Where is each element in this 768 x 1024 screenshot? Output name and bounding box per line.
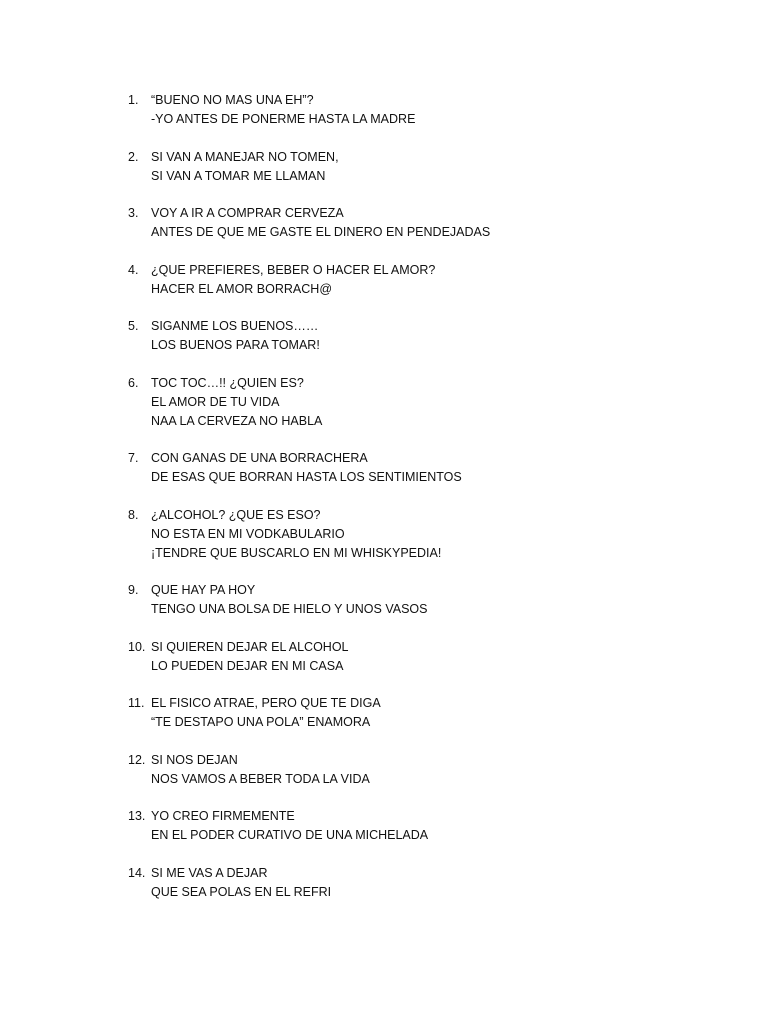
- item-line: SI VAN A TOMAR ME LLAMAN: [151, 168, 326, 183]
- list-item: [128, 317, 728, 355]
- item-line: DE ESAS QUE BORRAN HASTA LOS SENTIMIENTOS: [151, 470, 462, 484]
- item-number: 12.: [128, 752, 146, 767]
- item-text: [151, 91, 728, 129]
- item-line: EL AMOR DE TU VIDA: [151, 394, 280, 409]
- item-line: ¡TENDRE QUE BUSCARLO EN MI WHISKYPEDIA!: [151, 545, 442, 560]
- item-text: [151, 317, 728, 355]
- item-line: “BUENO NO MAS UNA EH”?: [151, 93, 314, 107]
- list-item: [128, 148, 728, 186]
- item-number: 8.: [128, 507, 139, 522]
- item-line: EN EL PODER CURATIVO DE UNA MICHELADA: [151, 828, 429, 842]
- item-line: TOC TOC…!! ¿QUIEN ES?: [151, 375, 304, 390]
- list-item: [128, 449, 728, 487]
- item-number: 5.: [128, 319, 139, 333]
- item-number: 7.: [128, 451, 139, 465]
- item-text: [151, 449, 728, 487]
- item-line: SIGANME LOS BUENOS……: [151, 319, 319, 333]
- list-item: [128, 694, 728, 732]
- item-number: 10.: [128, 639, 146, 654]
- item-line: SI VAN A MANEJAR NO TOMEN,: [151, 149, 339, 164]
- list-item: [128, 751, 728, 789]
- item-number: 13.: [128, 809, 146, 823]
- list-item: [128, 91, 728, 129]
- item-line: NOS VAMOS A BEBER TODA LA VIDA: [151, 771, 370, 786]
- item-text: [151, 506, 728, 563]
- item-text: [151, 261, 728, 299]
- item-text: [151, 638, 728, 676]
- item-line: SI ME VAS A DEJAR: [151, 865, 268, 880]
- list-item: [128, 638, 728, 676]
- item-line: HACER EL AMOR BORRACH@: [151, 281, 333, 296]
- item-line: TENGO UNA BOLSA DE HIELO Y UNOS VASOS: [151, 602, 428, 616]
- item-line: -YO ANTES DE PONERME HASTA LA MADRE: [151, 112, 416, 126]
- item-number: 6.: [128, 375, 139, 390]
- item-line: LOS BUENOS PARA TOMAR!: [151, 338, 320, 352]
- item-text: [151, 374, 728, 431]
- item-number: 14.: [128, 865, 146, 880]
- item-line: QUE HAY PA HOY: [151, 583, 256, 597]
- item-text: [151, 694, 728, 732]
- item-number: 11.: [128, 696, 145, 710]
- list-item: [128, 864, 728, 902]
- item-text: [151, 807, 728, 845]
- item-number: 9.: [128, 583, 139, 597]
- item-line: QUE SEA POLAS EN EL REFRI: [151, 884, 332, 899]
- item-line: VOY A IR A COMPRAR CERVEZA: [151, 206, 344, 220]
- item-line: ¿QUE PREFIERES, BEBER O HACER EL AMOR?: [151, 262, 436, 277]
- item-line: SI QUIEREN DEJAR EL ALCOHOL: [151, 639, 349, 654]
- item-line: CON GANAS DE UNA BORRACHERA: [151, 451, 368, 465]
- list-item: [128, 807, 728, 845]
- item-line: ANTES DE QUE ME GASTE EL DINERO EN PENDEJADAS: [151, 225, 491, 239]
- list-item: [128, 581, 728, 619]
- item-text: [151, 864, 728, 902]
- list-item: [128, 261, 728, 299]
- item-line: NAA LA CERVEZA NO HABLA: [151, 413, 323, 428]
- item-line: SI NOS DEJAN: [151, 752, 238, 767]
- item-line: YO CREO FIRMEMENTE: [151, 809, 295, 823]
- item-text: [151, 751, 728, 789]
- item-line: ¿ALCOHOL? ¿QUE ES ESO?: [151, 507, 321, 522]
- numbered-list: [128, 91, 728, 920]
- list-item: [128, 506, 728, 563]
- item-text: [151, 204, 728, 242]
- item-number: 2.: [128, 149, 139, 164]
- item-number: 4.: [128, 262, 139, 277]
- item-text: [151, 581, 728, 619]
- list-item: [128, 374, 728, 431]
- item-line: “TE DESTAPO UNA POLA” ENAMORA: [151, 715, 371, 729]
- item-number: 1.: [128, 93, 139, 107]
- item-line: NO ESTA EN MI VODKABULARIO: [151, 526, 345, 541]
- list-item: [128, 204, 728, 242]
- item-text: [151, 148, 728, 186]
- item-line: EL FISICO ATRAE, PERO QUE TE DIGA: [151, 696, 381, 710]
- item-line: LO PUEDEN DEJAR EN MI CASA: [151, 658, 344, 673]
- item-number: 3.: [128, 206, 139, 220]
